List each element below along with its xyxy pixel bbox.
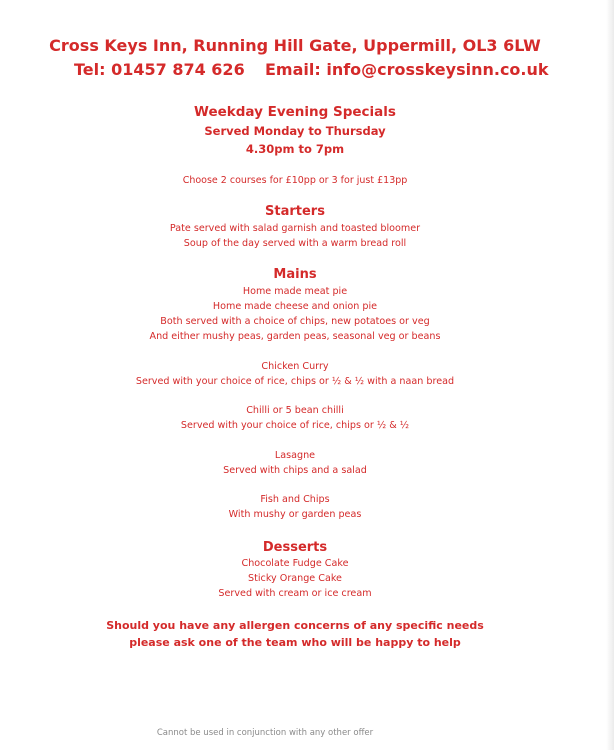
specials-days: Served Monday to Thursday — [204, 124, 386, 138]
starters-heading: Starters — [265, 204, 325, 219]
main-item: Home made meat pie — [242, 286, 348, 297]
specials-hours: 4.30pm to 7pm — [245, 142, 345, 156]
main-item-note: Both served with a choice of chips, new potatoes or veg — [160, 316, 430, 327]
venue-email: Email: info@crosskeysinn.co.uk — [265, 60, 549, 79]
allergen-notice: please ask one of the team who will be happy to help — [129, 636, 461, 649]
offer-disclaimer: Cannot be used in conjunction with any other offer — [156, 728, 374, 738]
main-item: Lasagne — [274, 450, 316, 461]
venue-address: Cross Keys Inn, Running Hill Gate, Uppermill, OL3 6LW — [49, 36, 541, 55]
allergen-notice: Should you have any allergen concerns of any specific needs — [106, 619, 484, 632]
starter-item: Soup of the day served with a warm bread roll — [183, 238, 407, 249]
dessert-item: Chocolate Fudge Cake — [241, 558, 349, 569]
dessert-item: Sticky Orange Cake — [248, 573, 342, 584]
dessert-item-note: Served with cream or ice cream — [218, 588, 372, 599]
venue-telephone: Tel: 01457 874 626 — [74, 60, 245, 79]
main-item: Fish and Chips — [260, 494, 330, 505]
mains-heading: Mains — [273, 267, 317, 282]
main-item: Chicken Curry — [261, 361, 329, 372]
specials-title: Weekday Evening Specials — [194, 104, 396, 120]
main-item-note: Served with your choice of rice, chips or ½ & ½ — [180, 420, 410, 431]
main-item-note: And either mushy peas, garden peas, seasonal veg or beans — [149, 331, 441, 342]
main-item-note: Served with chips and a salad — [223, 465, 367, 476]
page-edge-shadow — [606, 0, 614, 750]
specials-offer: Choose 2 courses for £10pp or 3 for just £13pp — [182, 175, 408, 186]
starter-item: Pate served with salad garnish and toasted bloomer — [169, 223, 421, 234]
desserts-heading: Desserts — [262, 540, 328, 555]
main-item-note: With mushy or garden peas — [228, 509, 362, 520]
main-item: Home made cheese and onion pie — [212, 301, 378, 312]
main-item: Chilli or 5 bean chilli — [246, 405, 344, 416]
main-item-note: Served with your choice of rice, chips or ½ & ½ with a naan bread — [135, 376, 455, 387]
